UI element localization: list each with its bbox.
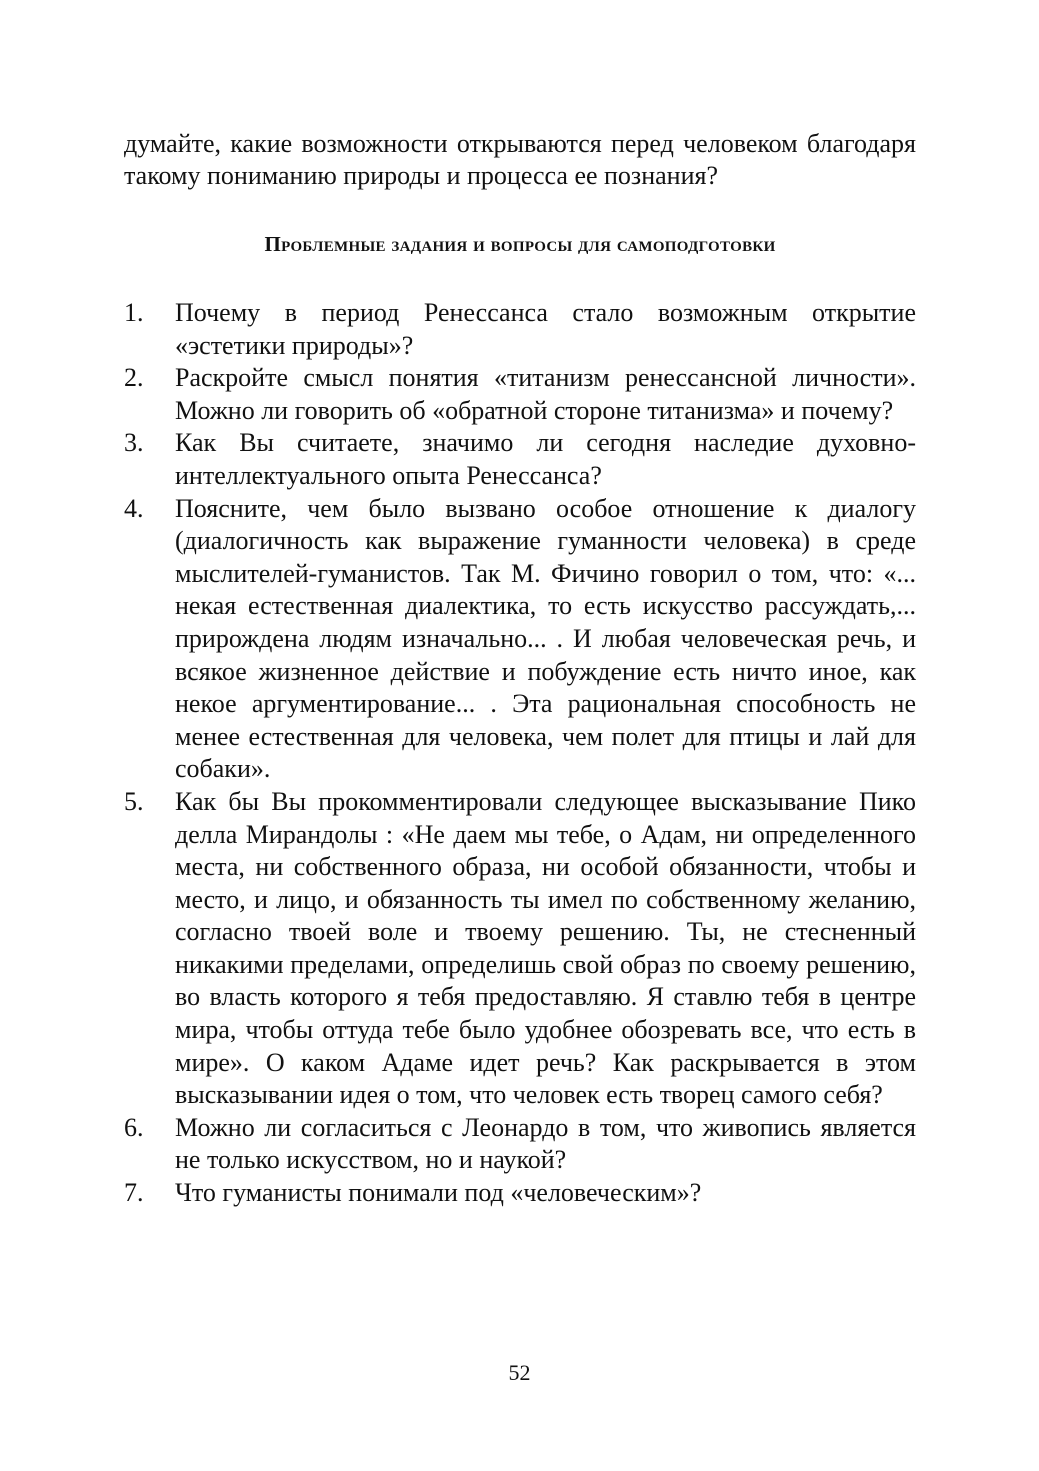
question-number: 6. [124,1112,144,1142]
question-text: Что гуманисты понимали под «человеческим»? [175,1178,702,1208]
question-item [124,493,916,786]
questions-list [124,297,916,1210]
question-text: Как Вы считаете, значимо ли сегодня наследие духовно-интеллектуального опыта Ренессанса? [175,428,916,490]
question-item [124,786,916,1112]
question-text: Почему в период Ренессанса стало возможным открытие «эстетики природы»? [175,298,916,360]
question-number: 2. [124,363,144,393]
question-item [124,1112,916,1177]
question-number: 3. [124,428,144,458]
question-text: Можно ли согласиться с Леонардо в том, что живопись является не только искусством, но и наукой? [175,1112,916,1175]
question-text: Раскройте смысл понятия «титанизм ренессансной личности». Можно ли говорить об «обратной стороне титанизма» и почему? [175,363,916,425]
question-number: 5. [124,786,144,816]
question-number: 1. [124,298,144,327]
question-text: Поясните, чем было вызвано особое отношение к диалогу (диалогичность как выражение гуманности человека) в среде мыслителей-гуманистов. Так М. Фичино говорил о том, что: «... некая естественная диалектика, то есть искусство рассуждать,... прирождена людям изначально... . И любая человеческая речь, и всякое жизненное действие и побуждение есть ничто иное, как некое аргументирование... . Эта рациональная способность не менее естественная для человека, чем полет для птицы и лай для собаки». [175,493,916,784]
question-text: Как бы Вы прокомментировали следующее высказывание Пико делла Мирандолы : «Не даем мы тебе, о Адам, ни определенного места, ни собственного образа, ни особой обязанности, чтобы и место, и лицо, и обязанность ты имел по собственному желанию, согласно твоей воле и твоему решению. Ты, не стесненный никакими пределами, определишь свой образ по своему решению, во власть которого я тебя предоставляю. Я ставлю тебя в центре мира, чтобы оттуда тебе было удобнее обозревать все, что есть в мире». О каком Адаме идет речь? Как раскрывается в этом высказывании идея о том, что человек есть творец самого себя? [175,786,916,1110]
intro-paragraph: думайте, какие возможности открываются перед человеком благодаря такому пониманию природы и процесса ее познания? [124,129,916,190]
question-number: 7. [124,1178,144,1208]
question-number: 4. [124,493,144,523]
page-number: 52 [508,1360,531,1385]
section-heading: Проблемные задания и вопросы для самоподготовки [264,232,776,256]
question-item [124,297,916,362]
question-item [124,362,916,427]
question-item [124,427,916,492]
question-item [124,1177,916,1210]
